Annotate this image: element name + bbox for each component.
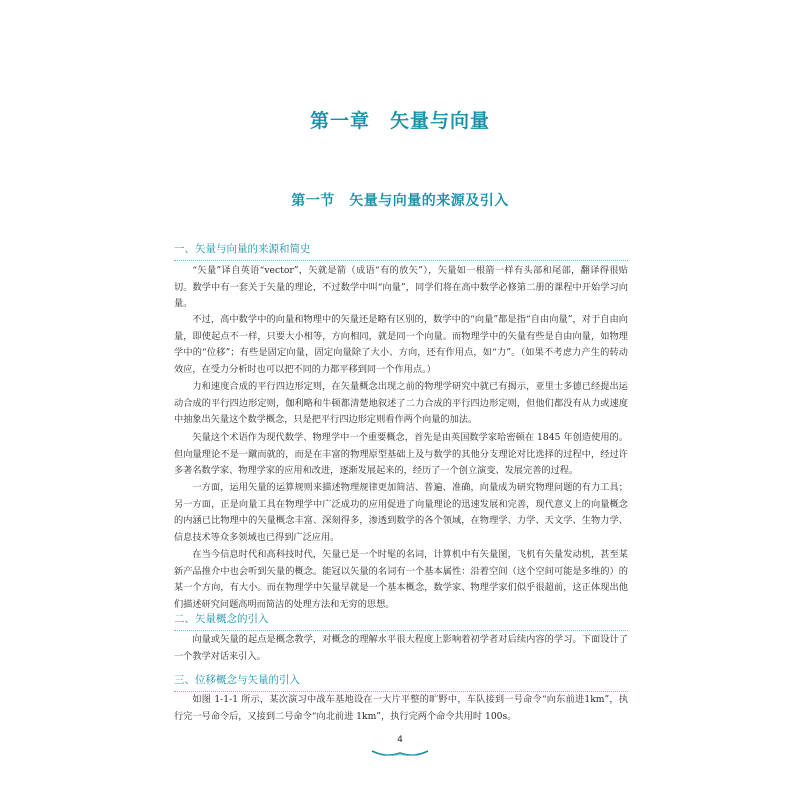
subsection-heading-1: 一、矢量与向量的来源和简史 [174,241,628,261]
paragraph: 如图 1-1-1 所示，某次演习中战车基地设在一大片平整的旷野中，车队接到一号命令“向东前进1km”，执行完一号命令后，又接到二号命令“向北前进 1km”，执行完两个命令共用时 100s。 [174,694,628,722]
subsection-heading-2: 二、矢量概念的引入 [174,611,628,631]
paragraph: 向量或矢量的起点是概念教学，对概念的理解水平很大程度上影响着初学者对后续内容的学习。下面设计了一个教学对话来引入。 [174,634,628,662]
paragraph: 在当今信息时代和高科技时代，矢量已是一个时髦的名词，计算机中有矢量图，飞机有矢量发动机，甚至某新产品推介中也会听到矢量的概念。能冠以矢量的名词有一个基本属性：沿着空间（这个空间可能是多维的）的某一个方向，有大小。而在物理学中矢量早就是一个基本概念，数学家、物理学家们似乎很超前，这正体现出他们描述研究问题高明而简洁的处理方法和无穷的思想。 [174,549,628,611]
paragraph: “矢量”译自英语“vector”，矢就是箭（成语“有的放矢”），矢量如一根箭一样有头部和尾部，翻译得很贴切。数学中有一套关于矢量的理论，不过数学中叫“向量”，同学们将在高中数学必修第二册的课程中开始学习向量。 [174,265,628,310]
paragraph: 不过，高中数学中的向量和物理中的矢量还是略有区别的，数学中的“向量”都是指“自由向量”，对于自由向量，即使起点不一样，只要大小相等，方向相同，就是同一个向量。而物理学中的矢量有些是自由向量，如物理学中的“位移”；有些是固定向量，固定向量除了大小、方向，还有作用点，如“力”。（如果不考虑力产生的转动效应，在受力分析时也可以把不同的力都平移到同一个作用点。） [174,314,628,376]
paragraph: 矢量这个术语作为现代数学、物理学中一个重要概念，首先是由英国数学家哈密顿在 1845 年创造使用的。但向量理论不是一蹴而就的，而是在丰富的物理原型基础上及与数学的其他分支理论对比选择的过程中，经过许多著名数学家、物理学家的应用和改进，逐渐发展起来的，经历了一个创立演变、发展完善的过程。 [174,432,628,477]
subsection-heading-3: 三、位移概念与矢量的引入 [174,672,628,692]
paragraph: 一方面，运用矢量的运算规则来描述物理规律更加简洁、普遍、准确，向量成为研究物理问题的有力工具；另一方面，正是向量工具在物理学中广泛成功的应用促进了向量理论的迅速发展和完善，现代意义上的向量概念的内涵已比物理中的矢量概念丰富、深刻得多，渗透到数学的各个领域，在物理学、力学、天文学、生物力学、信息技术等众多领域也已得到广泛应用。 [174,482,628,544]
chapter-title: 第一章 矢量与向量 [309,110,490,132]
page-number: 4 [397,735,403,745]
wave-ornament-icon [370,747,430,759]
section-title: 第一节 矢量与向量的来源及引入 [291,193,509,209]
paragraph: 力和速度合成的平行四边形定则，在矢量概念出现之前的物理学研究中就已有揭示，亚里士多德已经提出运动合成的平行四边形定则，伽利略和牛顿都清楚地叙述了二力合成的平行四边形定则，但他们都没有从力或速度中抽象出矢量这个数学概念，只是把平行四边形定则看作两个向量的加法。 [174,381,628,426]
